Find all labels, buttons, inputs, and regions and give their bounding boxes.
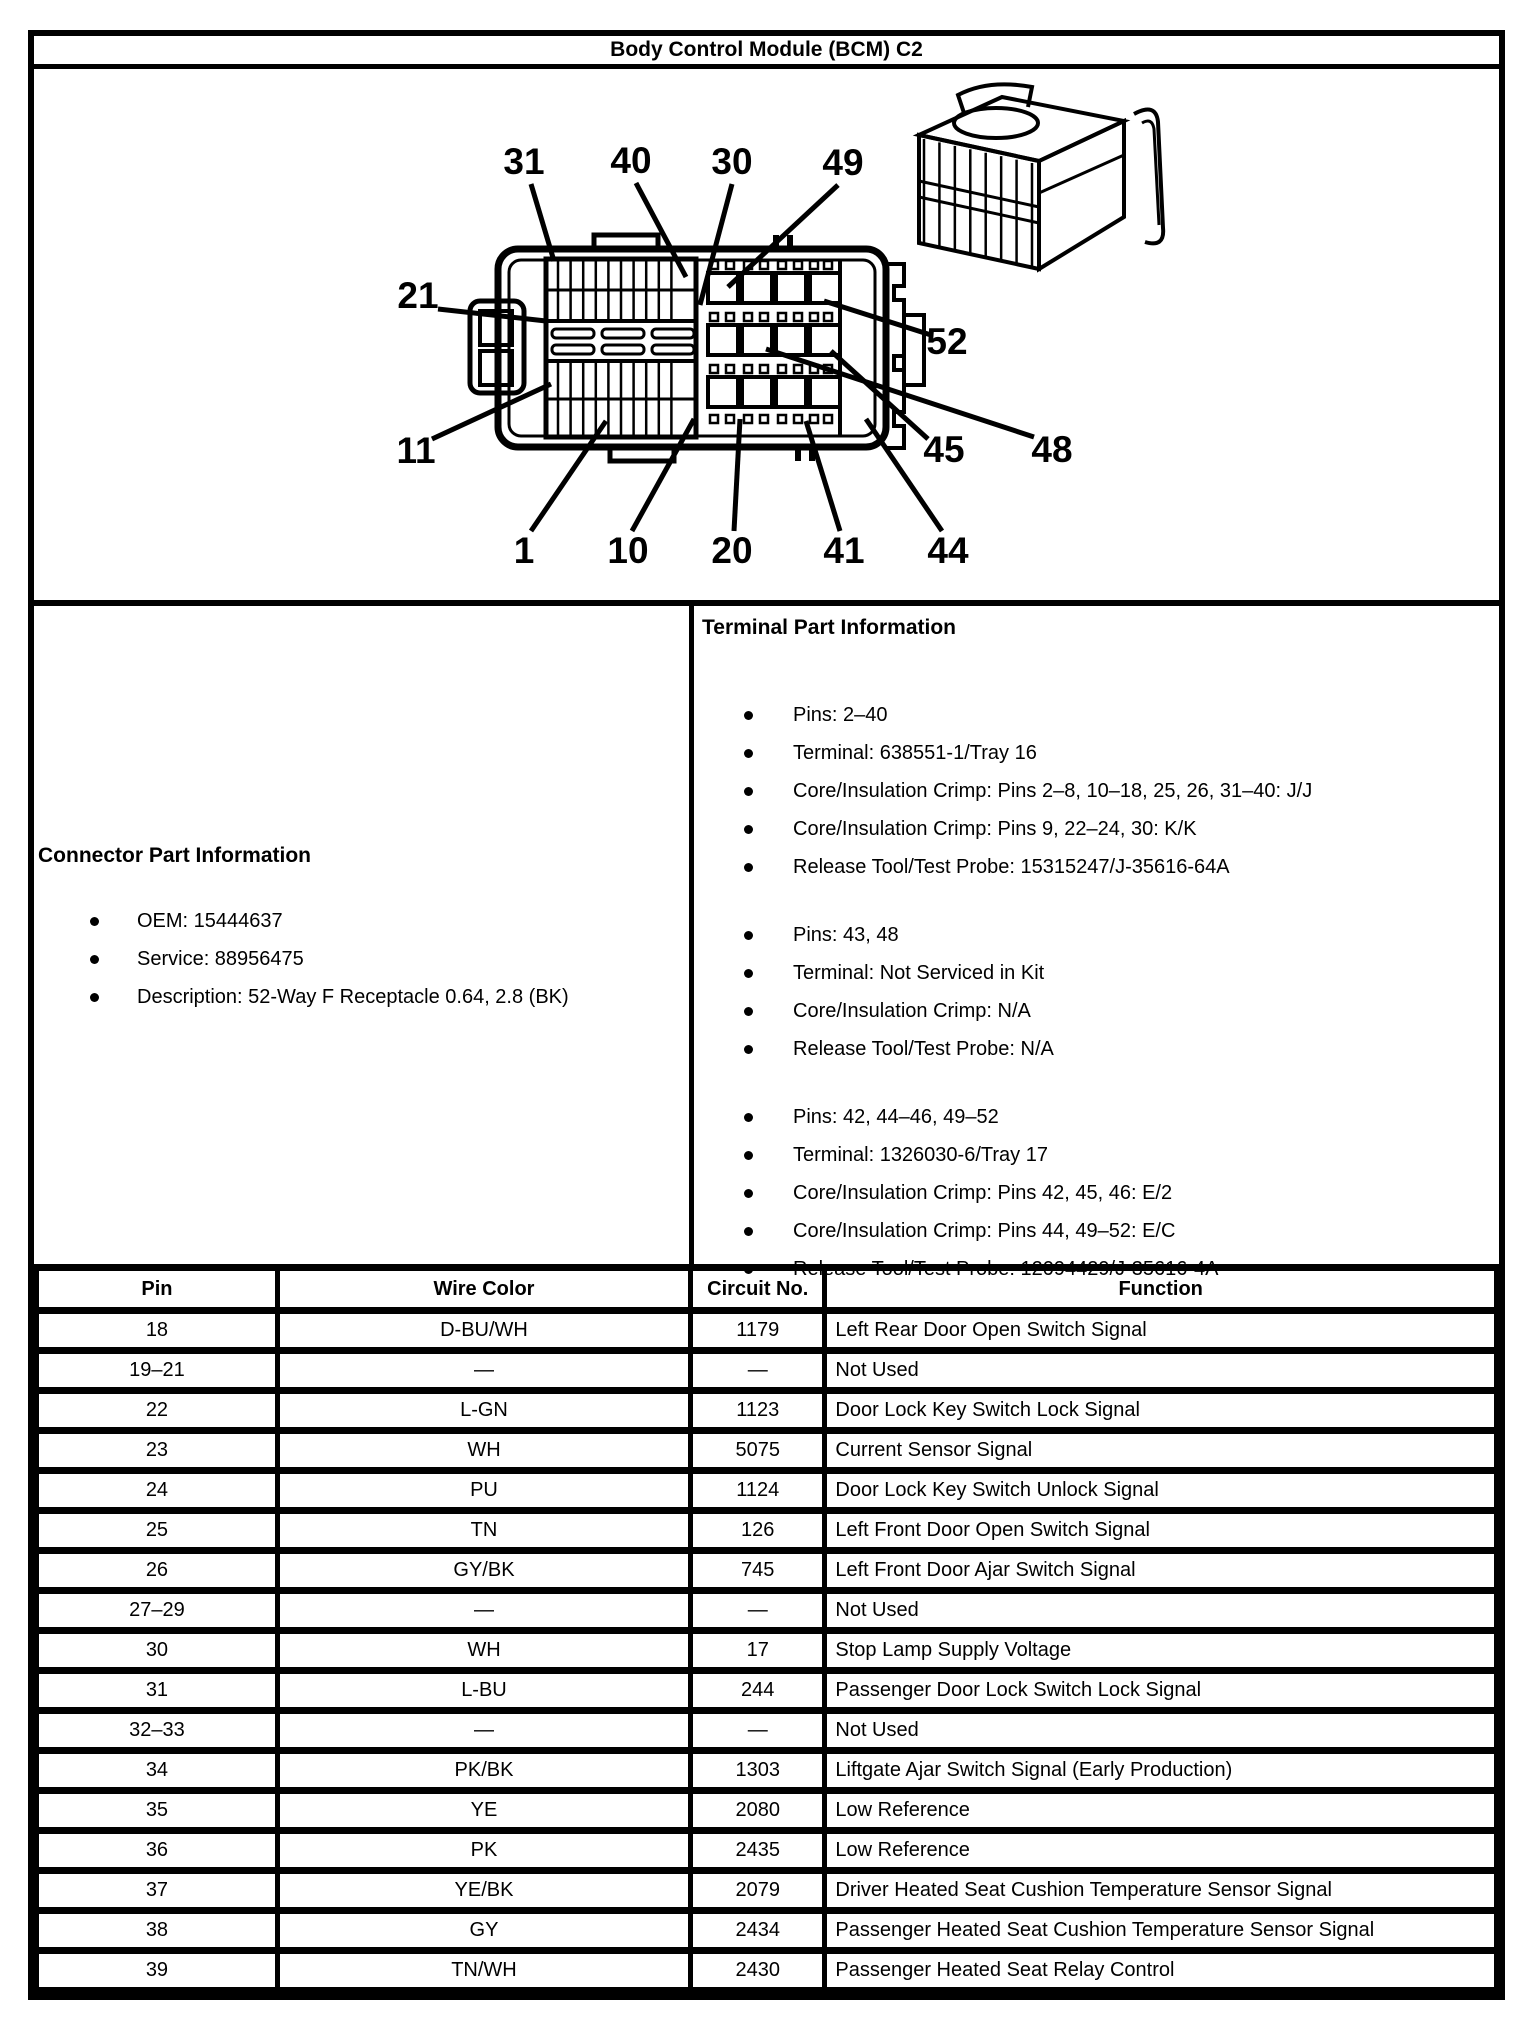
wire-color-cell: L-BU: [277, 1671, 690, 1711]
col-header-function: Function: [825, 1268, 1497, 1311]
function-cell: Passenger Heated Seat Relay Control: [825, 1951, 1497, 1991]
bullet-text: OEM: 15444637: [137, 910, 283, 932]
wire-color-cell: D-BU/WH: [277, 1311, 690, 1351]
pin-cell: 32–33: [37, 1711, 278, 1751]
table-row: [37, 1831, 1497, 1871]
circuit-cell: —: [691, 1591, 825, 1631]
bullet-text: Release Tool/Test Probe: N/A: [793, 1038, 1054, 1060]
pin-cell: 37: [37, 1871, 278, 1911]
bullet-text: Terminal: Not Serviced in Kit: [793, 962, 1045, 984]
function-cell: Not Used: [825, 1711, 1497, 1751]
bullet-text: Core/Insulation Crimp: Pins 42, 45, 46: E/2: [793, 1182, 1173, 1204]
wire-color-cell: WH: [277, 1631, 690, 1671]
bullet-icon: [744, 1045, 753, 1054]
bullet-item: [702, 1250, 1491, 1288]
pin-cell: 31: [37, 1671, 278, 1711]
circuit-cell: 2080: [691, 1791, 825, 1831]
bullet-icon: [744, 787, 753, 796]
bullet-item: [38, 978, 685, 1016]
table-row: [37, 1711, 1497, 1751]
bullet-icon: [90, 993, 99, 1002]
bullet-item: [702, 1098, 1491, 1136]
page-frame: [28, 30, 1505, 2000]
terminal-info-group: [702, 696, 1491, 886]
pin-cell: 23: [37, 1431, 278, 1471]
bullet-icon: [744, 1113, 753, 1122]
circuit-cell: 2430: [691, 1951, 825, 1991]
center-slots: [552, 329, 694, 354]
table-row: [37, 1471, 1497, 1511]
table-row: [37, 1511, 1497, 1551]
function-cell: Not Used: [825, 1351, 1497, 1391]
function-cell: Left Front Door Open Switch Signal: [825, 1511, 1497, 1551]
bullet-item: [702, 1174, 1491, 1212]
pin-cell: 25: [37, 1511, 278, 1551]
pin-callout: 11: [396, 429, 436, 471]
connector-3d-view: [919, 84, 1163, 269]
pin-callout: 40: [610, 139, 652, 181]
wire-color-cell: YE/BK: [277, 1871, 690, 1911]
bullet-text: Release Tool/Test Probe: 15315247/J-35616-64A: [793, 856, 1230, 878]
table-row: [37, 1951, 1497, 1991]
circuit-cell: 2435: [691, 1831, 825, 1871]
function-cell: Driver Heated Seat Cushion Temperature Sensor Signal: [825, 1871, 1497, 1911]
bullet-text: Service: 88956475: [137, 948, 304, 970]
bullet-item: [702, 992, 1491, 1030]
bullet-item: [702, 1212, 1491, 1250]
circuit-cell: 5075: [691, 1431, 825, 1471]
table-row: [37, 1591, 1497, 1631]
bullet-icon: [744, 1189, 753, 1198]
function-cell: Stop Lamp Supply Voltage: [825, 1631, 1497, 1671]
table-row: [37, 1311, 1497, 1351]
circuit-cell: 1303: [691, 1751, 825, 1791]
bullet-text: Release Tool/Test Probe: 12094429/J-35616-4A: [793, 1258, 1219, 1280]
bullet-text: Pins: 43, 48: [793, 924, 899, 946]
table-row: [37, 1911, 1497, 1951]
table-row: [37, 1631, 1497, 1671]
bullet-icon: [744, 749, 753, 758]
connector-part-info-list: [38, 902, 685, 1016]
bullet-item: [702, 772, 1491, 810]
table-row: [37, 1551, 1497, 1591]
bullet-icon: [744, 931, 753, 940]
leader-line: [636, 183, 686, 277]
wire-color-cell: L-GN: [277, 1391, 690, 1431]
connector-part-info: [34, 606, 694, 1264]
pin-callout: 10: [607, 529, 649, 571]
title-bar: [34, 36, 1499, 69]
pin-cell: 24: [37, 1471, 278, 1511]
wire-color-cell: —: [277, 1711, 690, 1751]
pin-callout: 45: [923, 428, 965, 470]
function-cell: Left Rear Door Open Switch Signal: [825, 1311, 1497, 1351]
bullet-item: [702, 810, 1491, 848]
pin-cell: 35: [37, 1791, 278, 1831]
function-cell: Not Used: [825, 1591, 1497, 1631]
wire-color-cell: PK: [277, 1831, 690, 1871]
bullet-icon: [744, 1227, 753, 1236]
terminal-part-info-heading: Terminal Part Information: [702, 616, 956, 639]
function-cell: Door Lock Key Switch Lock Signal: [825, 1391, 1497, 1431]
circuit-cell: 1124: [691, 1471, 825, 1511]
pin-callout: 31: [503, 140, 545, 182]
bullet-item: [702, 954, 1491, 992]
circuit-cell: 126: [691, 1511, 825, 1551]
pin-callout: 1: [513, 529, 535, 571]
bullet-text: Core/Insulation Crimp: N/A: [793, 1000, 1031, 1022]
table-row: [37, 1671, 1497, 1711]
bullet-item: [38, 940, 685, 978]
wire-color-cell: TN/WH: [277, 1951, 690, 1991]
bullet-text: Core/Insulation Crimp: Pins 2–8, 10–18, 25, 26, 31–40: J/J: [793, 780, 1313, 802]
circuit-cell: —: [691, 1711, 825, 1751]
pin-callout: 30: [711, 140, 753, 182]
circuit-cell: 244: [691, 1671, 825, 1711]
pin-callout: 44: [927, 529, 969, 571]
bullet-text: Pins: 42, 44–46, 49–52: [793, 1106, 999, 1128]
wire-color-cell: —: [277, 1351, 690, 1391]
page-title: Body Control Module (BCM) C2: [610, 38, 923, 61]
terminal-info-group: [702, 1098, 1491, 1288]
table-row: [37, 1791, 1497, 1831]
circuit-cell: 1179: [691, 1311, 825, 1351]
pin-cell: 18: [37, 1311, 278, 1351]
bullet-icon: [744, 969, 753, 978]
function-cell: Door Lock Key Switch Unlock Signal: [825, 1471, 1497, 1511]
bullet-item: [38, 902, 685, 940]
col-header-pin: Pin: [37, 1268, 278, 1311]
table-row: [37, 1431, 1497, 1471]
wire-color-cell: PK/BK: [277, 1751, 690, 1791]
bullet-text: Terminal: 638551-1/Tray 16: [793, 742, 1037, 764]
bullet-text: Core/Insulation Crimp: Pins 9, 22–24, 30: K/K: [793, 818, 1197, 840]
pin-cell: 34: [37, 1751, 278, 1791]
bullet-icon: [744, 1007, 753, 1016]
wire-color-cell: YE: [277, 1791, 690, 1831]
function-cell: Passenger Door Lock Switch Lock Signal: [825, 1671, 1497, 1711]
col-header-circuit-no: Circuit No.: [691, 1268, 825, 1311]
function-cell: Low Reference: [825, 1831, 1497, 1871]
circuit-cell: 2434: [691, 1911, 825, 1951]
terminal-info-group: [702, 916, 1491, 1068]
bullet-item: [702, 916, 1491, 954]
function-cell: Low Reference: [825, 1791, 1497, 1831]
table-row: [37, 1391, 1497, 1431]
bullet-item: [702, 696, 1491, 734]
function-cell: Left Front Door Ajar Switch Signal: [825, 1551, 1497, 1591]
pin-table: [34, 1264, 1499, 1994]
circuit-cell: 745: [691, 1551, 825, 1591]
bullet-text: Description: 52-Way F Receptacle 0.64, 2.8 (BK): [137, 986, 569, 1008]
bullet-icon: [744, 1265, 753, 1274]
connector-diagram: [34, 69, 1499, 600]
table-row: [37, 1351, 1497, 1391]
bullet-item: [702, 1136, 1491, 1174]
part-information-section: [34, 600, 1499, 1280]
connector-part-info-heading: Connector Part Information: [38, 844, 312, 867]
pin-callout: 49: [822, 141, 864, 183]
pin-callout: 20: [711, 529, 753, 571]
circuit-cell: 17: [691, 1631, 825, 1671]
pin-cell: 26: [37, 1551, 278, 1591]
bullet-icon: [90, 955, 99, 964]
bullet-icon: [744, 863, 753, 872]
terminal-part-info: [694, 606, 1499, 1280]
wire-color-cell: WH: [277, 1431, 690, 1471]
pin-cell: 27–29: [37, 1591, 278, 1631]
col-header-wire-color: Wire Color: [277, 1268, 690, 1311]
circuit-cell: 2079: [691, 1871, 825, 1911]
function-cell: Liftgate Ajar Switch Signal (Early Production): [825, 1751, 1497, 1791]
wire-color-cell: PU: [277, 1471, 690, 1511]
leader-line: [700, 184, 732, 305]
bullet-item: [702, 1030, 1491, 1068]
pin-cell: 39: [37, 1951, 278, 1991]
pin-cell: 38: [37, 1911, 278, 1951]
connector-front-view: [470, 235, 924, 461]
pin-callout: 52: [926, 320, 968, 362]
bullet-icon: [744, 825, 753, 834]
pin-callout: 48: [1031, 428, 1073, 470]
pin-cell: 22: [37, 1391, 278, 1431]
bullet-icon: [744, 1151, 753, 1160]
table-row: [37, 1871, 1497, 1911]
bullet-icon: [744, 711, 753, 720]
wire-color-cell: —: [277, 1591, 690, 1631]
wire-color-cell: GY/BK: [277, 1551, 690, 1591]
function-cell: Passenger Heated Seat Cushion Temperature Sensor Signal: [825, 1911, 1497, 1951]
wire-color-cell: TN: [277, 1511, 690, 1551]
function-cell: Current Sensor Signal: [825, 1431, 1497, 1471]
pin-cell: 30: [37, 1631, 278, 1671]
wire-color-cell: GY: [277, 1911, 690, 1951]
bullet-text: Core/Insulation Crimp: Pins 44, 49–52: E/C: [793, 1220, 1176, 1242]
bullet-icon: [90, 917, 99, 926]
bullet-text: Pins: 2–40: [793, 704, 888, 726]
pin-callout: 21: [397, 274, 439, 316]
circuit-cell: —: [691, 1351, 825, 1391]
connector-diagram-section: [34, 69, 1499, 600]
bullet-item: [702, 734, 1491, 772]
pin-callout: 41: [823, 529, 865, 571]
bullet-text: Terminal: 1326030-6/Tray 17: [793, 1144, 1048, 1166]
pin-cell: 19–21: [37, 1351, 278, 1391]
terminal-part-info-groups: [702, 696, 1491, 1288]
bullet-item: [702, 848, 1491, 886]
circuit-cell: 1123: [691, 1391, 825, 1431]
pin-cell: 36: [37, 1831, 278, 1871]
table-row: [37, 1751, 1497, 1791]
